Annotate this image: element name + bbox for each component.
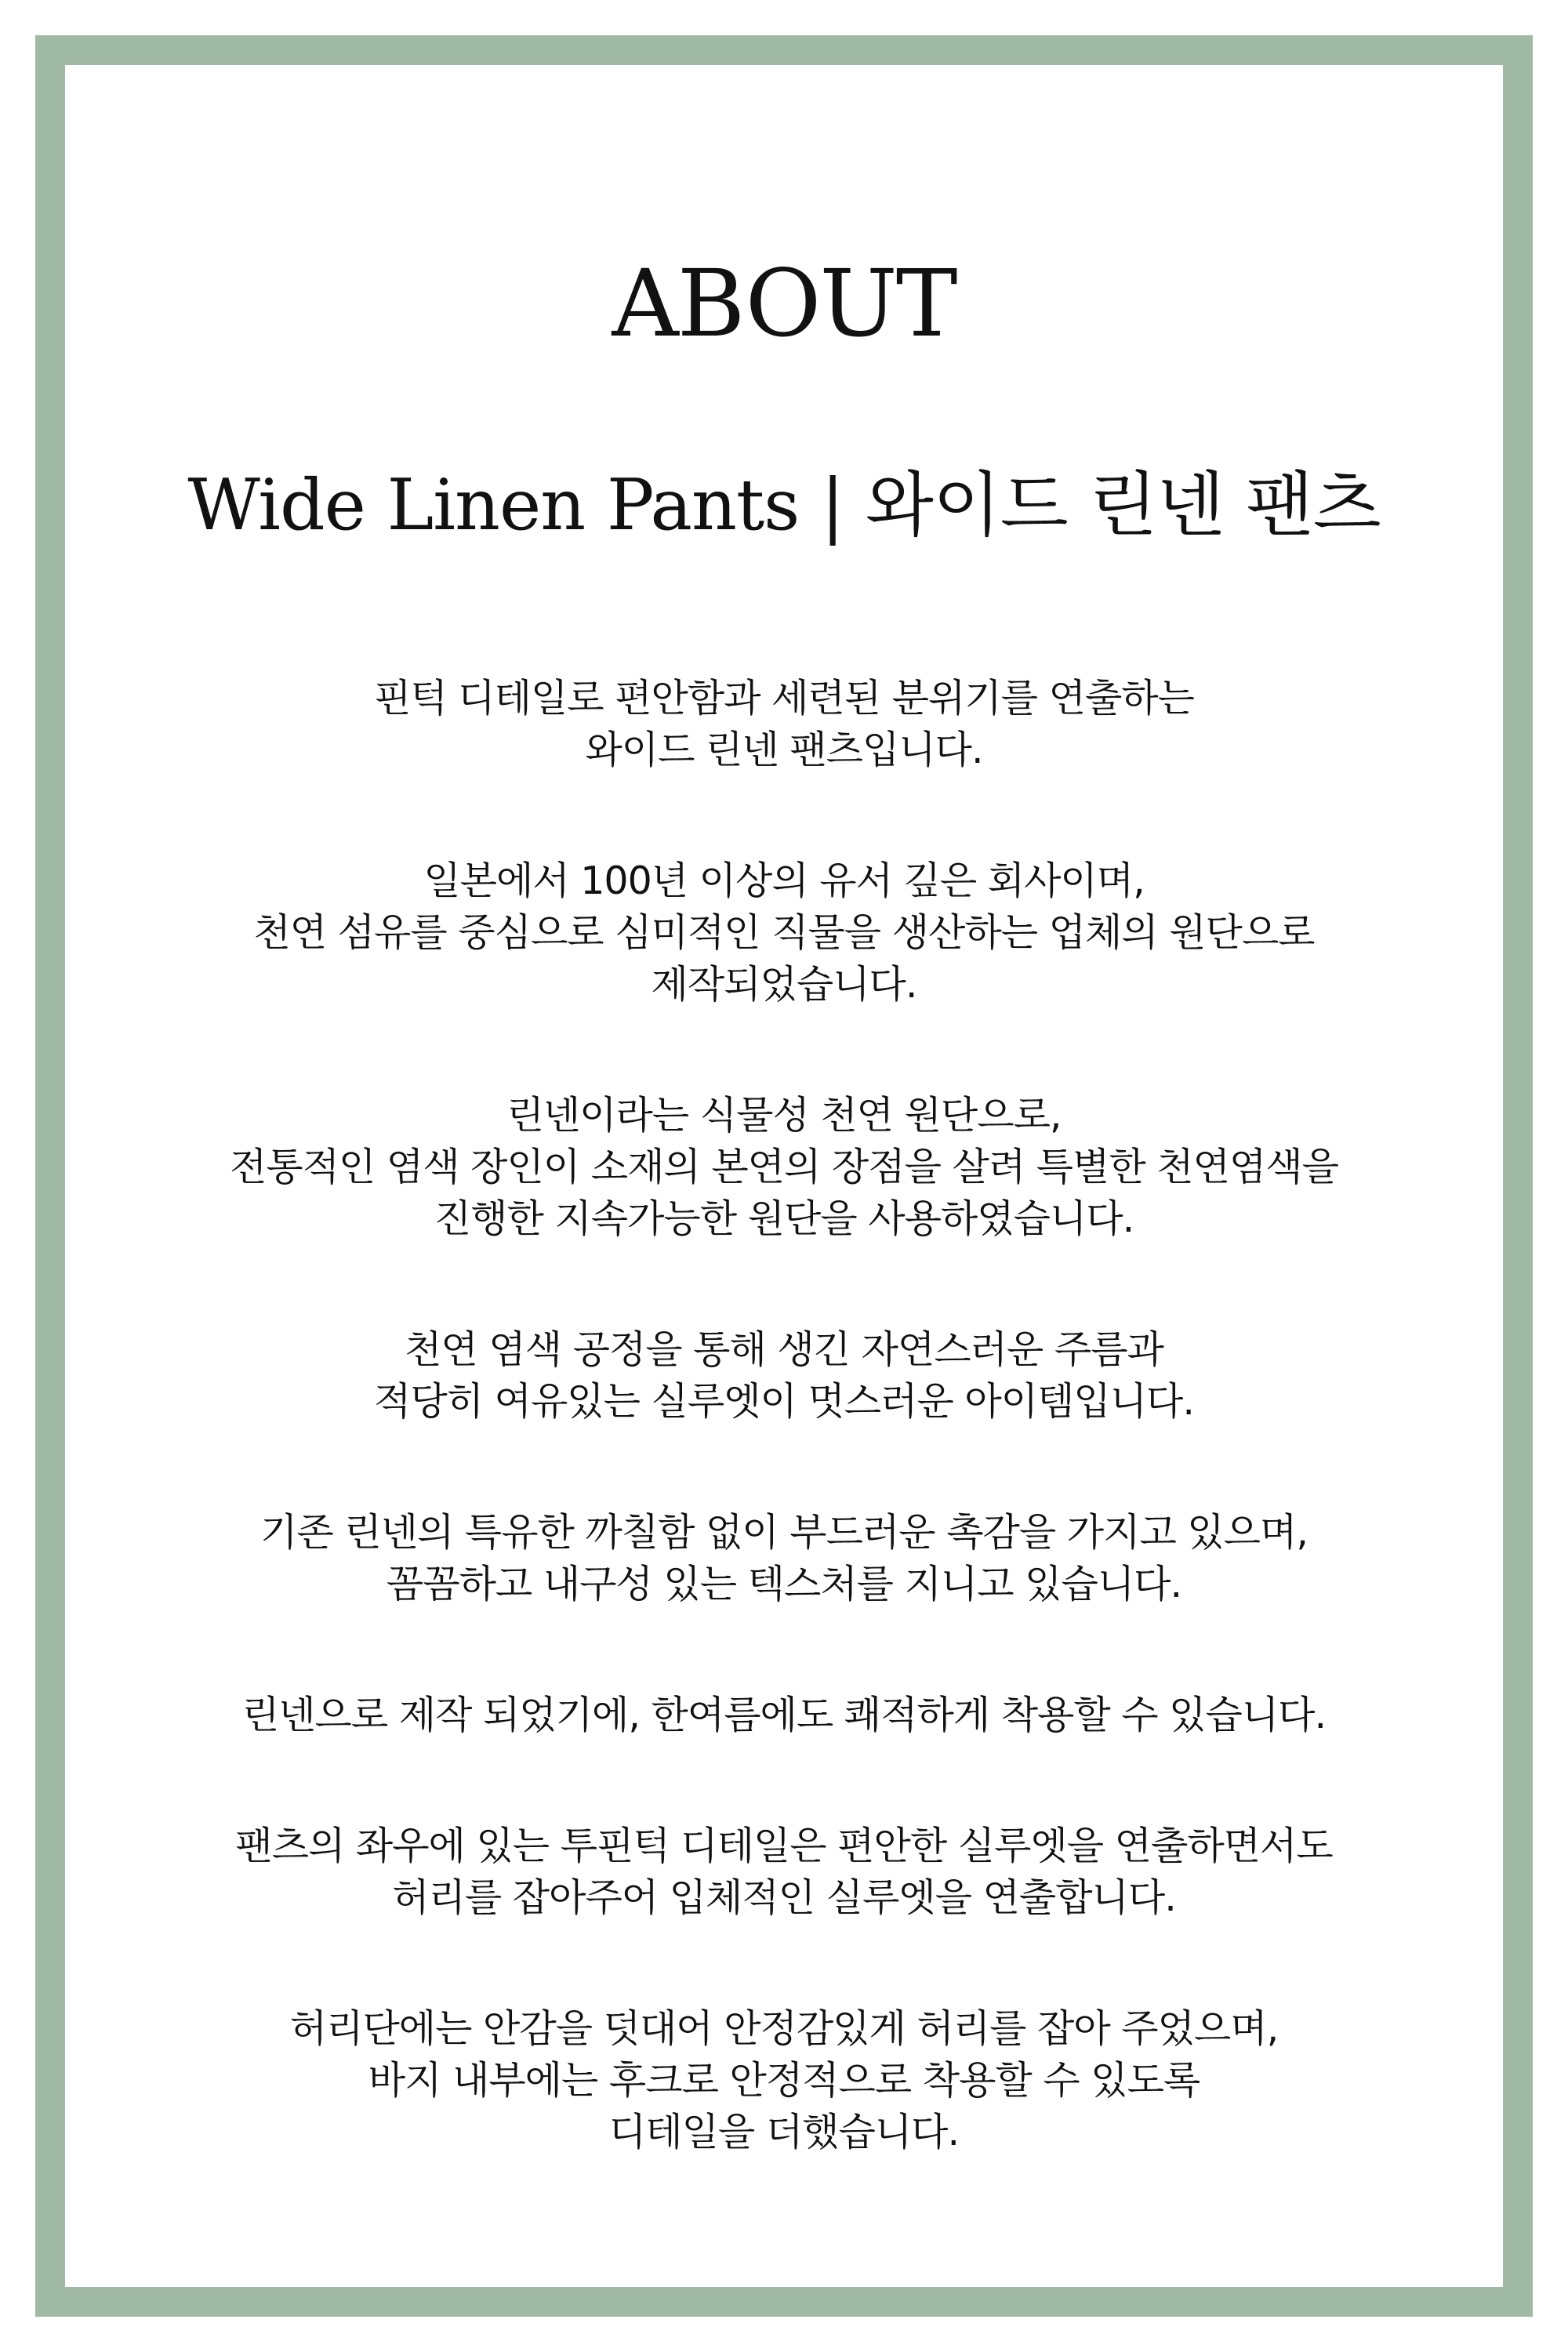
- section-title: ABOUT: [612, 249, 956, 358]
- description-paragraph: [159, 1690, 1409, 1741]
- description-line: 바지 내부에는 후크로 안정적으로 착용할 수 있도록: [368, 2058, 1200, 2103]
- product-title: Wide Linen Pants | 와이드 린넨 팬츠: [187, 464, 1381, 546]
- description-paragraph: [159, 1507, 1409, 1610]
- description-body: [159, 673, 1409, 2238]
- description-line: 핀턱 디테일로 편안함과 세련된 분위기를 연출하는: [374, 676, 1194, 720]
- description-line: 천연 염색 공정을 통해 생긴 자연스러운 주름과: [405, 1327, 1163, 1372]
- description-line: 진행한 지속가능한 원단을 사용하였습니다.: [434, 1196, 1134, 1241]
- description-line: 허리를 잡아주어 입체적인 실루엣을 연출합니다.: [392, 1875, 1176, 1920]
- description-paragraph: [159, 1324, 1409, 1428]
- about-section: [65, 65, 1503, 2287]
- description-line: 린넨이라는 식물성 천연 원단으로,: [506, 1093, 1062, 1138]
- description-paragraph: [159, 2003, 1409, 2158]
- description-line: 허리단에는 안감을 덧대어 안정감있게 허리를 잡아 주었으며,: [289, 2006, 1279, 2051]
- description-line: 와이드 린넨 팬츠입니다.: [585, 728, 983, 772]
- description-paragraph: [159, 1820, 1409, 1924]
- description-line: 적당히 여유있는 실루엣이 멋스러운 아이템입니다.: [374, 1379, 1194, 1424]
- description-line: 제작되었습니다.: [651, 962, 917, 1007]
- description-line: 디테일을 더했습니다.: [608, 2110, 960, 2154]
- description-line: 린넨으로 제작 되었기에, 한여름에도 쾌적하게 착용할 수 있습니다.: [241, 1693, 1327, 1737]
- description-line: 팬츠의 좌우에 있는 투핀턱 디테일은 편안한 실루엣을 연출하면서도: [235, 1824, 1333, 1868]
- description-paragraph: [159, 855, 1409, 1011]
- description-paragraph: [159, 673, 1409, 776]
- description-line: 천연 섬유를 중심으로 심미적인 직물을 생산하는 업체의 원단으로: [253, 910, 1315, 955]
- description-line: 일본에서 100년 이상의 유서 깊은 회사이며,: [423, 858, 1145, 903]
- description-line: 전통적인 염색 장인이 소재의 본연의 장점을 살려 특별한 천연염색을: [230, 1145, 1338, 1189]
- description-paragraph: [159, 1090, 1409, 1245]
- description-line: 기존 린넨의 특유한 까칠함 없이 부드러운 촉감을 가지고 있으며,: [260, 1510, 1308, 1555]
- description-line: 꼼꼼하고 내구성 있는 텍스처를 지니고 있습니다.: [386, 1562, 1182, 1606]
- page-border: [35, 35, 1533, 2317]
